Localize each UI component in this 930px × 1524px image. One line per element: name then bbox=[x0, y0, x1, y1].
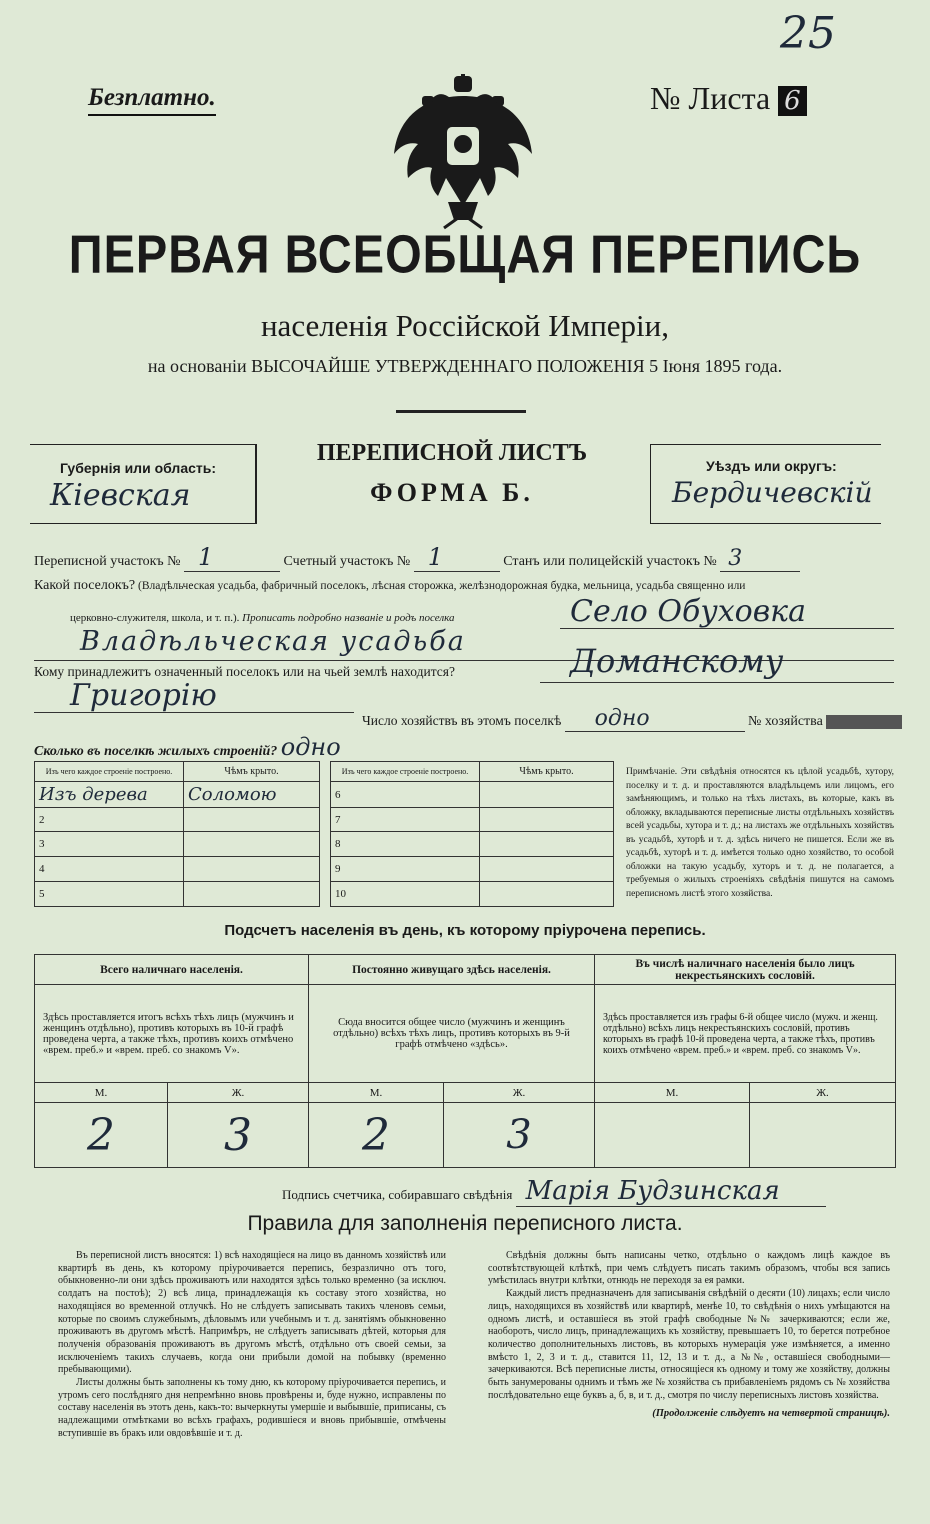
signature-value: Марія Будзинская bbox=[516, 1176, 826, 1207]
settlement-hint: (Владѣльческая усадьба, фабричный поселокъ, лѣсная сторожка, желѣзнодорожная будка, мельница, усадьба священно или bbox=[138, 580, 746, 592]
buildings-table-left: Изъ чего каждое строеніе построено. Чѣмъ крыто. Изъ дерева Соломою 2 3 4 5 bbox=[34, 761, 320, 907]
table-row: 6 bbox=[331, 782, 480, 808]
owner-value-2: Григорію bbox=[70, 678, 217, 713]
sheet-number-label: № Листа bbox=[650, 80, 771, 116]
subtitle-population: населенія Россійской Имперіи, bbox=[260, 308, 670, 343]
settlement-value-1: Село Обуховка bbox=[570, 594, 806, 629]
owner-value-1: Доманскому bbox=[570, 642, 784, 680]
total-f-value: 3 bbox=[168, 1103, 309, 1168]
table-row: 3 bbox=[35, 832, 184, 857]
rules-continued: (Продолженіе слѣдуетъ на четвертой страницѣ). bbox=[652, 1408, 890, 1420]
nonpeasant-f-header: Ж. bbox=[750, 1083, 896, 1103]
province-value: Кіевская bbox=[50, 478, 191, 513]
table-row: 8 bbox=[331, 832, 480, 857]
col-material-right: Изъ чего каждое строеніе построено. bbox=[331, 762, 480, 782]
households-label: Число хозяйствъ въ этомъ поселкѣ bbox=[362, 713, 562, 728]
perm-f-header: Ж. bbox=[444, 1083, 595, 1103]
table-row: 4 bbox=[35, 857, 184, 882]
buildings-label: Сколько въ поселкѣ жилыхъ строеній? bbox=[34, 744, 278, 759]
police-label: Станъ или полицейскій участокъ № bbox=[503, 554, 717, 569]
table-row: 7 bbox=[331, 808, 480, 832]
settlement-value-2: Владѣльческая усадьба bbox=[80, 626, 466, 657]
buildings-row bbox=[34, 733, 341, 761]
signature-row bbox=[282, 1176, 826, 1207]
settlement-label: Какой поселокъ? bbox=[34, 578, 136, 593]
count-area-value: 1 bbox=[414, 543, 500, 572]
col-total-text: Здѣсь проставляется итогъ всѣхъ тѣхъ лицъ (мужчинъ и женщинъ отдѣльно), противъ которыхъ въ 10-й графѣ проведена черта, а также тѣхъ, противъ коихъ отмѣчено «врем. преб.» и «врем. преб. со знакомъ V». bbox=[35, 985, 309, 1083]
count-title: Подсчетъ населенія въ день, къ которому пріурочена перепись. bbox=[224, 922, 706, 939]
rules-left-p2: Листы должны быть заполнены къ тому дню, къ которому пріурочивается перепись, и утромъ сего послѣдняго дня непремѣнно вновь провѣрены и, буде нужно, исправлены по составу населенія въ этотъ день, какъ-то: вычеркнуты умершіе и выбывшіе, приписаны, съ надлежащими отмѣтками во всѣхъ графахъ, родившіеся и вновь прибывшіе, отмѣчены вступившіе въ бракъ или овдовѣвшіе и т. д. bbox=[58, 1377, 447, 1439]
police-value: 3 bbox=[720, 546, 800, 572]
table-row: 10 bbox=[331, 882, 480, 907]
household-no-label: № хозяйства bbox=[748, 714, 823, 729]
table-row: 5 bbox=[35, 882, 184, 907]
main-title: ПЕРВАЯ ВСЕОБЩАЯ ПЕРЕПИСЬ bbox=[68, 223, 862, 284]
col-total-title: Всего наличнаго населенія. bbox=[35, 955, 309, 985]
census-area-row bbox=[34, 543, 800, 572]
perm-f-value: 3 bbox=[444, 1103, 595, 1168]
total-m-header: М. bbox=[35, 1083, 168, 1103]
col-roof: Чѣмъ крыто. bbox=[184, 762, 320, 782]
district-value: Бердичевскій bbox=[672, 476, 873, 509]
table-row: Изъ дерева bbox=[35, 782, 184, 808]
rules-right-p1: Свѣдѣнія должны быть написаны четко, отдѣльно о каждомъ лицѣ каждое въ соотвѣтствующей клѣткѣ, при чемъ слѣдуетъ писать такимъ образомъ, чтобы вся запись умѣстилась внутри клѣтки, отнюдь не переходя за ея рамки. bbox=[488, 1250, 890, 1287]
nonpeasant-m-header: М. bbox=[595, 1083, 750, 1103]
rules-right-column bbox=[488, 1250, 890, 1421]
sheet-number bbox=[650, 80, 807, 117]
total-f-header: Ж. bbox=[168, 1083, 309, 1103]
count-area-label: Счетный участокъ № bbox=[283, 554, 411, 569]
col-permanent-text: Сюда вносится общее число (мужчинъ и женщинъ отдѣльно) всѣхъ тѣхъ лицъ, противъ которыхъ въ 9-й графѣ отмѣчено «здѣсь». bbox=[309, 985, 595, 1083]
col-nonpeasant-title: Въ числѣ наличнаго населенія было лицъ некрестьянскихъ сословій. bbox=[595, 955, 896, 985]
owner-line-2 bbox=[34, 712, 354, 713]
nonpeasant-f-value bbox=[750, 1103, 896, 1168]
nonpeasant-m-value bbox=[595, 1103, 750, 1168]
perm-m-value: 2 bbox=[309, 1103, 444, 1168]
province-label: Губернія или область: bbox=[60, 460, 217, 476]
buildings-value: одно bbox=[280, 733, 341, 761]
table-row: 2 bbox=[35, 808, 184, 832]
rules-left-p1: Въ переписной листъ вносятся: 1) всѣ находящіеся на лицо въ данномъ хозяйствѣ или квартирѣ въ день, къ которому пріурочивается перепись, безразлично отъ того, обыкновенно-ли они здѣсь проживаютъ или находятся здѣсь только временно (за исключ. солдатъ на постоѣ); 2) всѣ лица, принадлежащія къ составу этого хозяйства, но находящіяся во временной отлучкѣ. Но не слѣдуетъ записывать такихъ членовъ семьи, которые по своимъ служебнымъ, дѣловымъ или учебнымъ и т. д. занятіямъ обыкновенно проживаютъ въ другомъ мѣстѣ. Напримѣръ, не слѣдуетъ записывать дѣтей, которыя для полученія образованія проживаютъ въ другомъ мѣстѣ, отдѣльно отъ своей семьи, за исключеніемъ такихъ случаевъ, когда они прибыли домой на побывку (временно пребывающими). bbox=[58, 1250, 446, 1376]
household-no-value-redacted bbox=[826, 715, 902, 729]
district-label: Уѣздъ или округъ: bbox=[706, 458, 837, 474]
buildings-table-right bbox=[330, 761, 614, 907]
col-nonpeasant-text: Здѣсь проставляется изъ графы 6-й общее число (мужч. и женщ. отдѣльно) всѣхъ лицъ некрестьянскихъ сословій, противъ которыхъ въ графѣ 10-й проведена черта, а также тѣхъ, противъ коихъ отмѣчено «врем. преб.» и «врем. преб. со знакомъ V». bbox=[595, 985, 896, 1083]
households-row bbox=[362, 706, 902, 732]
free-label: Безплатно. bbox=[88, 84, 216, 116]
subtitle-decree: на основаніи ВЫСОЧАЙШЕ УТВЕРЖДЕННАГО ПОЛОЖЕНІЯ 5 Іюня 1895 года. bbox=[147, 356, 783, 376]
households-value: одно bbox=[565, 706, 745, 732]
signature-label: Подпись счетчика, собиравшаго свѣдѣнія bbox=[282, 1187, 513, 1202]
census-area-label: Переписной участокъ № bbox=[34, 554, 181, 569]
corner-number: 25 bbox=[780, 8, 836, 59]
imperial-eagle-icon bbox=[388, 74, 538, 230]
buildings-note: Примѣчаніе. Эти свѣдѣнія относятся къ цѣлой усадьбѣ, хутору, поселку и т. д. и проставляются владѣльцемъ или лицомъ, его замѣняющимъ, и только на тѣхъ листахъ, въ которые, какъ въ обложку, вкладываются переписные листы отдѣльныхъ хозяйствъ всей усадьбы, хутора и т. д.; на листахъ же отдѣльныхъ хозяйствъ въ усадьбѣ, хуторѣ и т. д. здѣсь ничего не пишется. Если же въ усадьбѣ, хуторѣ и т. д. имѣется только одно хозяйство, то особой обложки на такую усадьбу, хуторъ и т. д. не полагается, а требуемыя о жилыхъ строеніяхъ свѣдѣнія пишутся на самомъ переписномъ листѣ этого хозяйства. bbox=[626, 767, 894, 899]
rules-right-p2: Каждый листъ предназначенъ для записыванія свѣдѣній о десяти (10) лицахъ; если число лицъ, находящихся въ хозяйствѣ или квартирѣ, менѣе 10, то свѣдѣнія о нихъ умѣщаются на одномъ листѣ, и оставшіеся въ этой графѣ свободные №№ зачеркиваются; если же, наоборотъ, число лицъ, принадлежащихъ къ хозяйству, превышаетъ 10, то берется потребное количество дополнительныхъ листовъ, въ которыхъ нумерація уже измѣняется, а именно вмѣсто 1, 2, 3 и т. д., ставится 11, 12, 13 и т. д., а №№, оставшіеся свободными—зачеркиваются. Всѣ переписные листы, относящіеся къ одному и тому же хозяйству, должны быть занумерованы однимъ и тѣмъ же № хозяйства съ прибавленіемъ рядомъ съ № хозяйства послѣдовательно еще буквъ а, б, в, и т. д., смотря по числу переписныхъ листовъ хозяйства. bbox=[488, 1288, 890, 1401]
perm-m-header: М. bbox=[309, 1083, 444, 1103]
settlement-hint-row bbox=[70, 612, 455, 624]
settlement-line-1 bbox=[560, 628, 894, 629]
owner-label: Кому принадлежитъ означенный поселокъ или на чьей землѣ находится? bbox=[34, 664, 455, 679]
col-material: Изъ чего каждое строеніе построено. bbox=[35, 762, 184, 782]
col-permanent-title: Постоянно живущаго здѣсь населенія. bbox=[309, 955, 595, 985]
count-table bbox=[34, 954, 896, 1168]
settlement-row bbox=[34, 578, 745, 594]
title-divider bbox=[396, 410, 526, 413]
table-row: 9 bbox=[331, 857, 480, 882]
form-title: ПЕРЕПИСНОЙ ЛИСТЪ bbox=[316, 440, 588, 466]
rules-title: Правила для заполненія переписного листа. bbox=[247, 1212, 683, 1235]
settlement-hint2: церковно-служителя, школа, и т. п.). bbox=[70, 612, 240, 624]
total-m-value: 2 bbox=[35, 1103, 168, 1168]
form-subtitle: ФОРМА Б. bbox=[370, 478, 534, 507]
header-divider bbox=[255, 444, 257, 524]
census-area-value: 1 bbox=[184, 543, 280, 572]
rules-left-column bbox=[58, 1250, 446, 1441]
owner-line-1 bbox=[540, 682, 894, 683]
sheet-number-value: 6 bbox=[778, 86, 807, 116]
col-roof-right: Чѣмъ крыто. bbox=[480, 762, 614, 782]
settlement-hint3: Прописать подробно названіе и родъ поселка bbox=[242, 612, 455, 624]
